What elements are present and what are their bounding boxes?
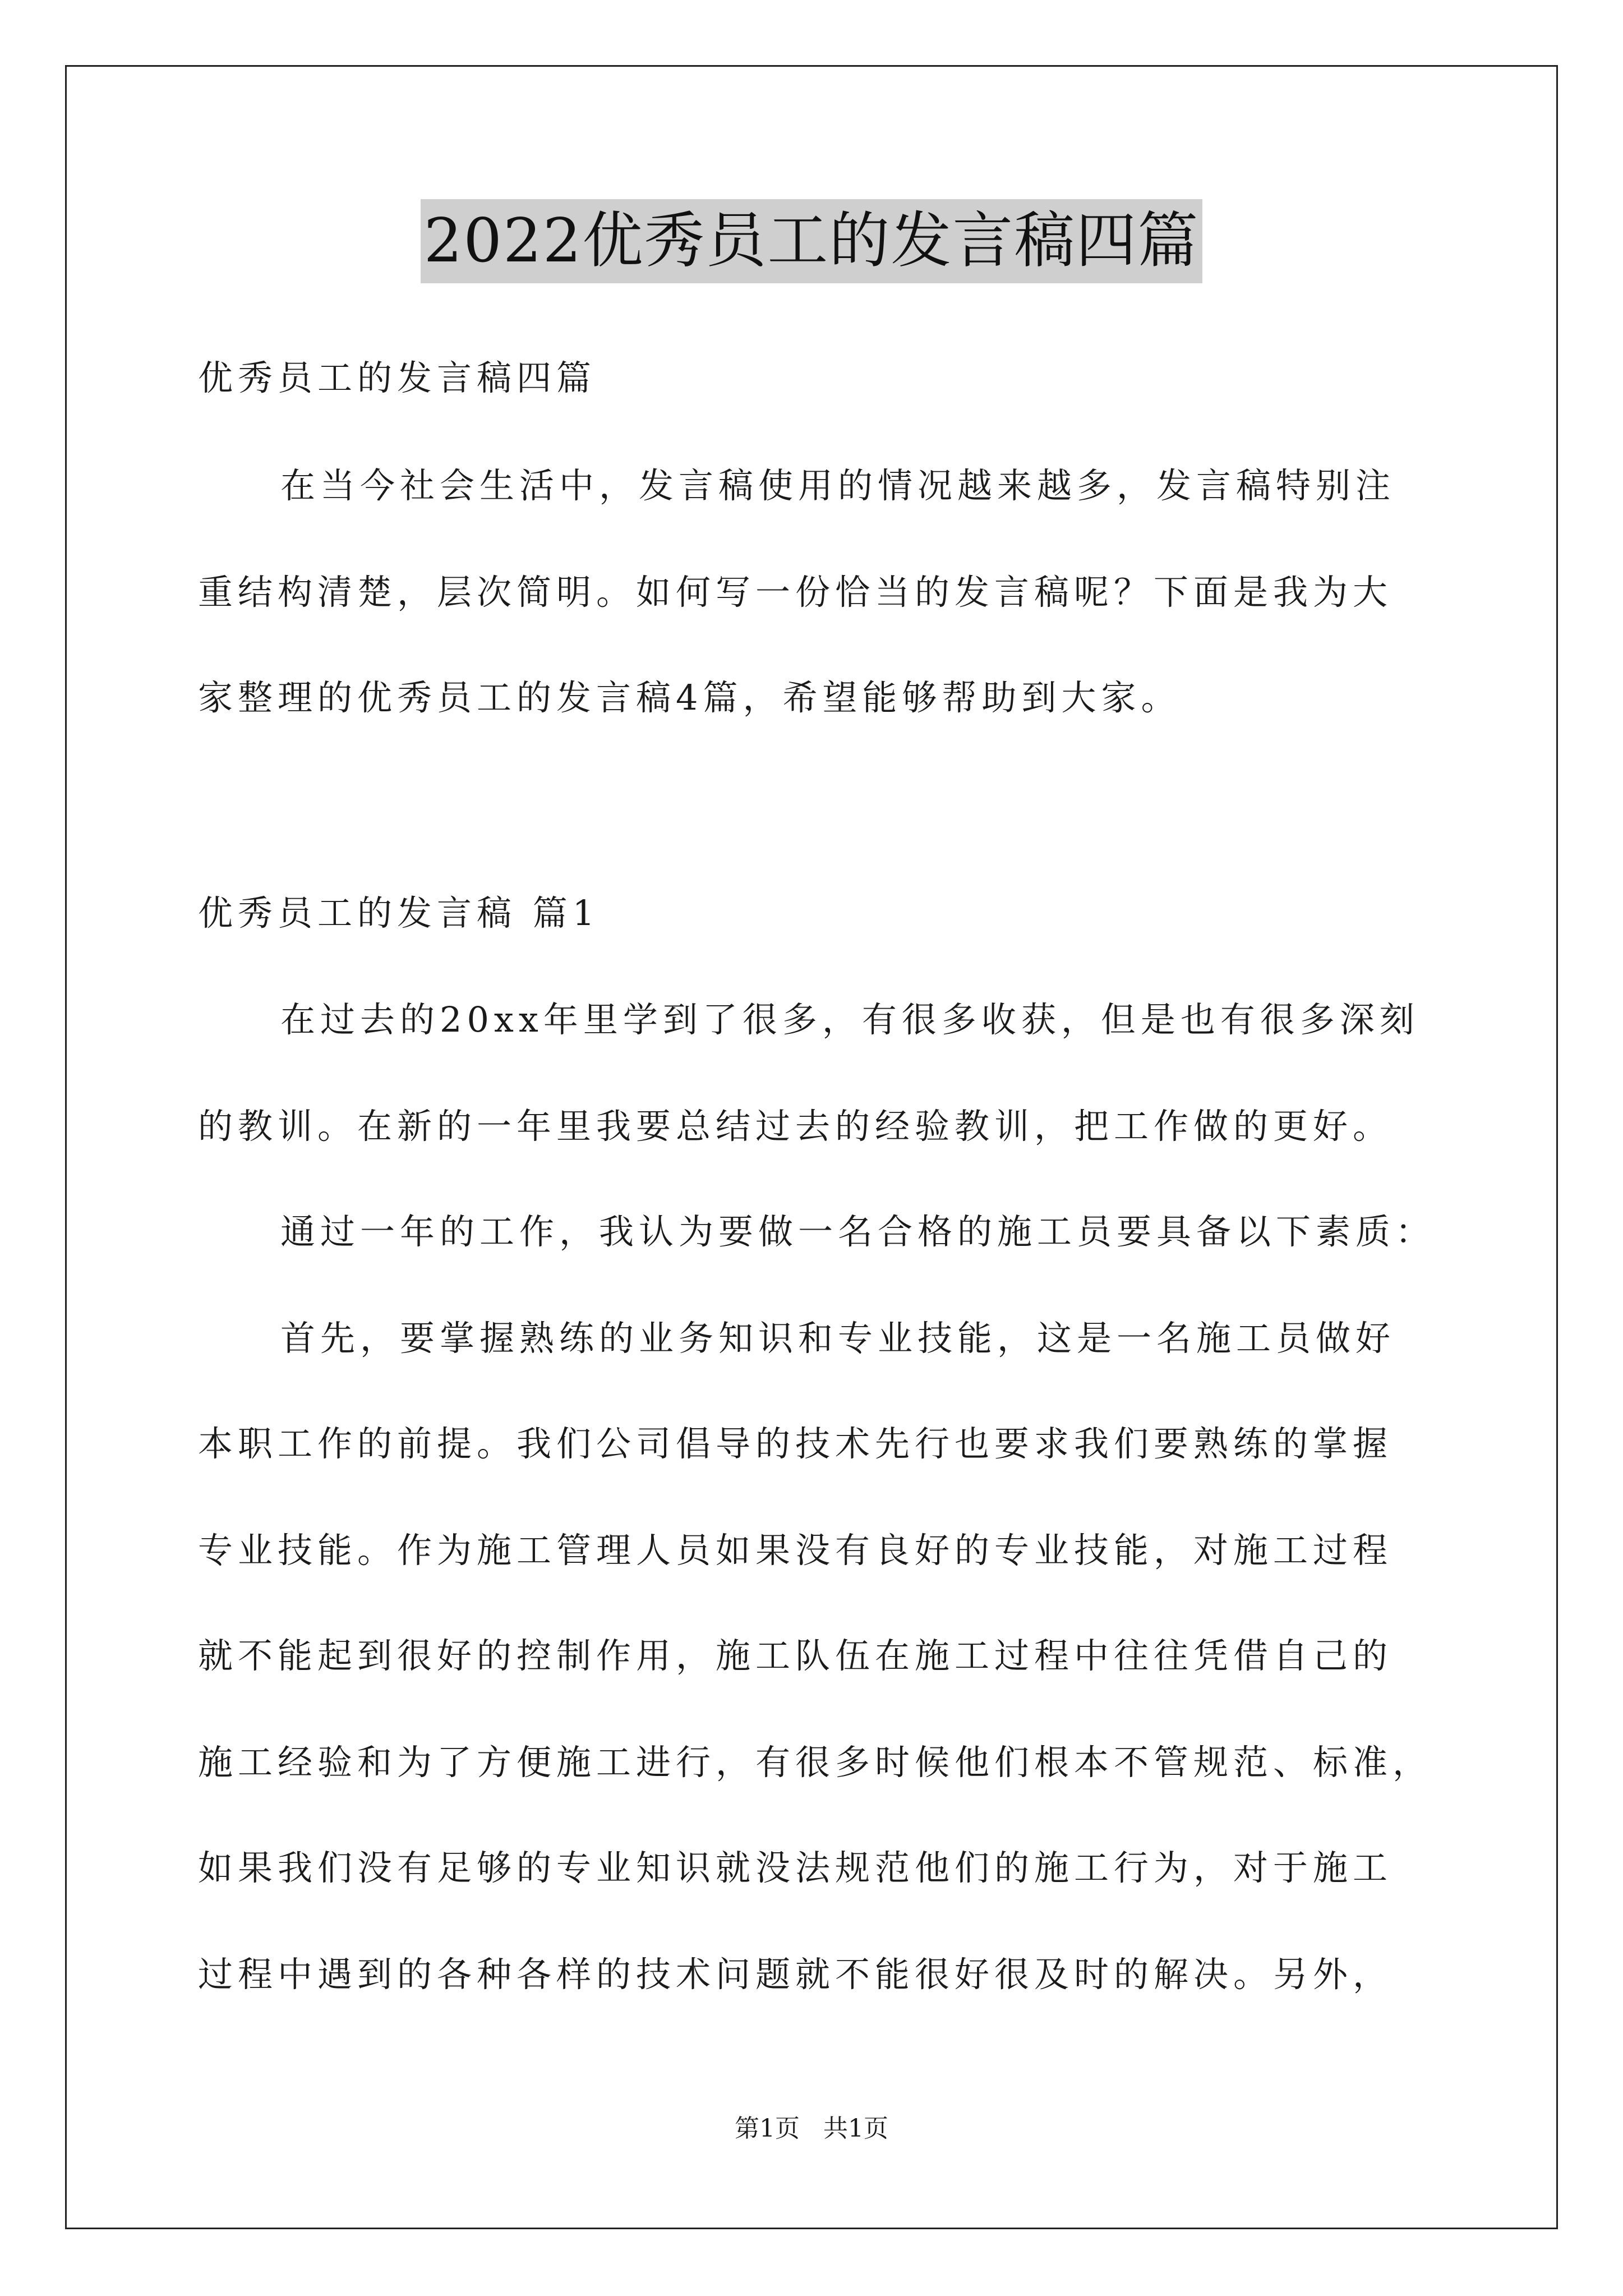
intro-line-1: 在当今社会生活中，发言稿使用的情况越来越多，发言稿特别注 bbox=[280, 465, 1396, 506]
paragraph-line-8: 施工经验和为了方便施工进行，有很多时候他们根本不管规范、标准， bbox=[198, 1742, 1433, 1783]
document-subtitle: 优秀员工的发言稿四篇 bbox=[198, 357, 597, 398]
section-heading: 优秀员工的发言稿 篇1 bbox=[198, 892, 600, 933]
document-title: 2022优秀员工的发言稿四篇 bbox=[421, 199, 1203, 283]
paragraph-line-10: 过程中遇到的各种各样的技术问题就不能很好很及时的解决。另外， bbox=[198, 1954, 1393, 1995]
paragraph-line-4: 首先，要掌握熟练的业务知识和专业技能，这是一名施工员做好 bbox=[280, 1318, 1396, 1359]
intro-line-3: 家整理的优秀员工的发言稿4篇，希望能够帮助到大家。 bbox=[198, 677, 1181, 718]
page-total: 共1页 bbox=[823, 2114, 888, 2143]
title-container bbox=[0, 199, 1623, 283]
page-number: 第1页 bbox=[735, 2114, 800, 2143]
paragraph-line-2: 的教训。在新的一年里我要总结过去的经验教训，把工作做的更好。 bbox=[198, 1106, 1393, 1147]
paragraph-line-1: 在过去的20xx年里学到了很多，有很多收获，但是也有很多深刻 bbox=[280, 999, 1419, 1040]
paragraph-line-3: 通过一年的工作，我认为要做一名合格的施工员要具备以下素质： bbox=[280, 1211, 1436, 1252]
page-footer bbox=[0, 2112, 1623, 2146]
paragraph-line-6: 专业技能。作为施工管理人员如果没有良好的专业技能，对施工过程 bbox=[198, 1530, 1393, 1571]
paragraph-line-5: 本职工作的前提。我们公司倡导的技术先行也要求我们要熟练的掌握 bbox=[198, 1423, 1393, 1464]
paragraph-line-7: 就不能起到很好的控制作用，施工队伍在施工过程中往往凭借自己的 bbox=[198, 1635, 1393, 1676]
paragraph-line-9: 如果我们没有足够的专业知识就没法规范他们的施工行为，对于施工 bbox=[198, 1847, 1393, 1888]
intro-line-2: 重结构清楚，层次简明。如何写一份恰当的发言稿呢？下面是我为大 bbox=[198, 572, 1393, 613]
